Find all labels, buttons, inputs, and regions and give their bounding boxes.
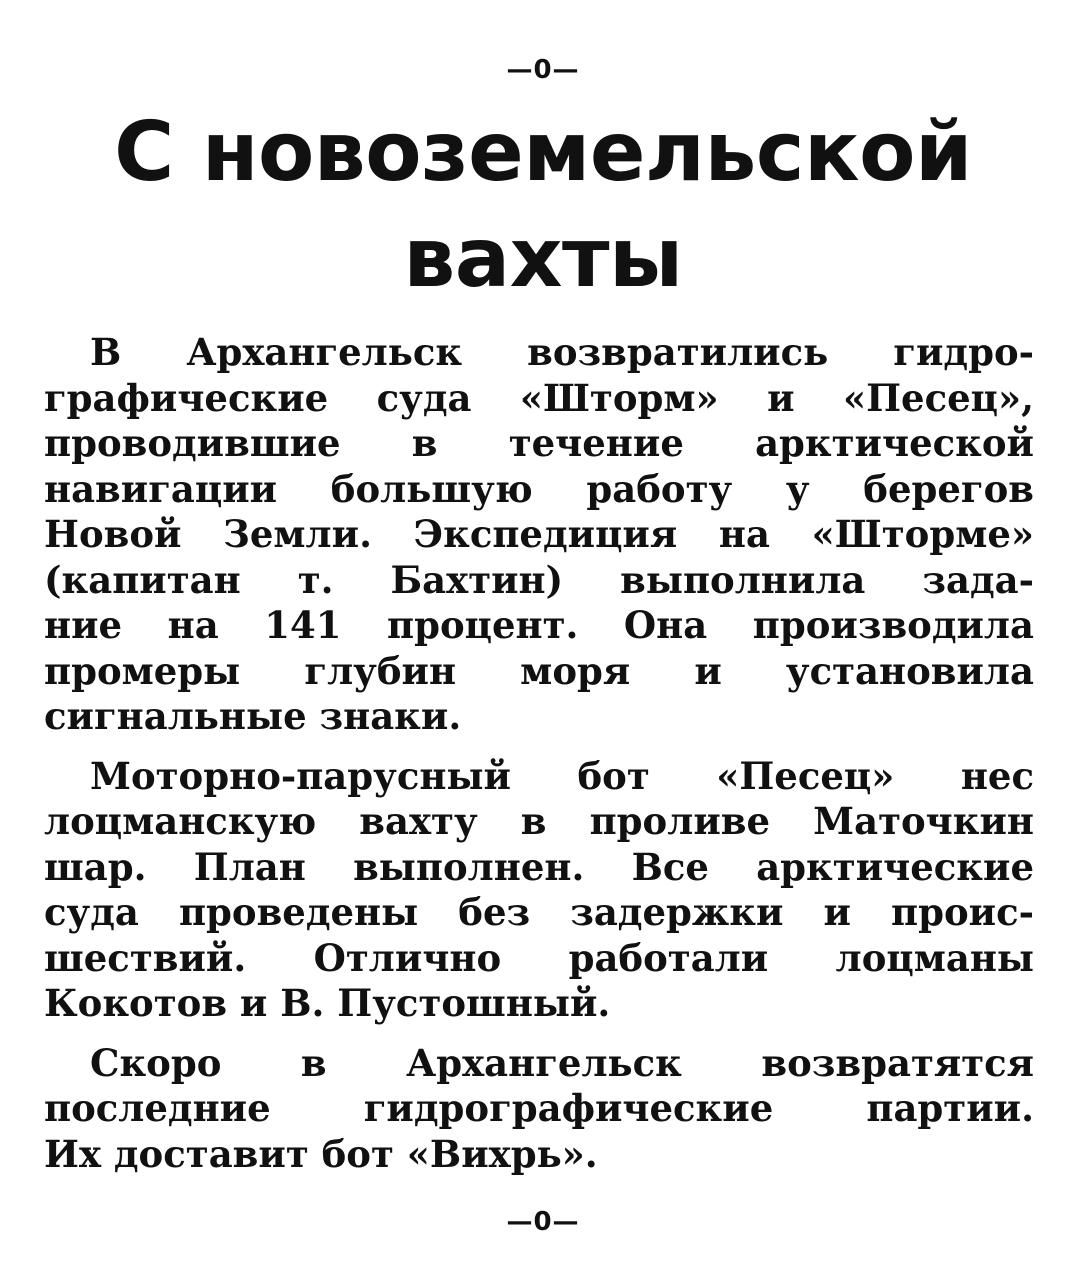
text-line: шар. План выполнен. Все арктические	[44, 844, 1034, 889]
text-line: Их доставит бот «Вихрь».	[44, 1131, 598, 1176]
text-line: Моторно-парусный бот «Песец» нес	[90, 753, 1034, 798]
paragraph-3	[44, 1041, 1034, 1178]
text-line: последние гидрографические партии.	[44, 1086, 1034, 1130]
headline-line-1: С новоземельской	[114, 105, 972, 200]
text-line: графические суда «Шторм» и «Песец»,	[44, 375, 1034, 420]
text-line: проводившие в течение арктической	[44, 421, 1034, 465]
text-line: лоцманскую вахту в проливе Маточкин	[44, 799, 1034, 843]
text-line: В Архангельск возвратились гидро-	[90, 330, 1034, 374]
separator-top: —0—	[506, 55, 580, 85]
text-line: ние на 141 процент. Она производила	[44, 603, 1034, 647]
article-body	[44, 330, 1034, 1191]
text-line: (капитан т. Бахтин) выполнила зада-	[44, 557, 1034, 602]
paragraph-1	[44, 330, 1034, 740]
paragraph-2	[44, 754, 1034, 1027]
text-line: навигации большую работу у берегов	[44, 466, 1034, 511]
text-line: Кокотов и В. Пустошный.	[44, 981, 611, 1025]
text-line: шествий. Отлично работали лоцманы	[44, 935, 1034, 980]
text-line: промеры глубин моря и установила	[44, 648, 1034, 693]
text-line: Скоро в Архангельск возвратятся	[90, 1040, 1034, 1085]
text-line: Новой Земли. Экспедиция на «Шторме»	[44, 512, 1034, 556]
text-line: суда проведены без задержки и проис-	[44, 890, 1034, 934]
headline-line-2: вахты	[403, 211, 683, 306]
text-line: сигнальные знаки.	[44, 694, 462, 738]
separator-bottom: —0—	[506, 1207, 580, 1237]
